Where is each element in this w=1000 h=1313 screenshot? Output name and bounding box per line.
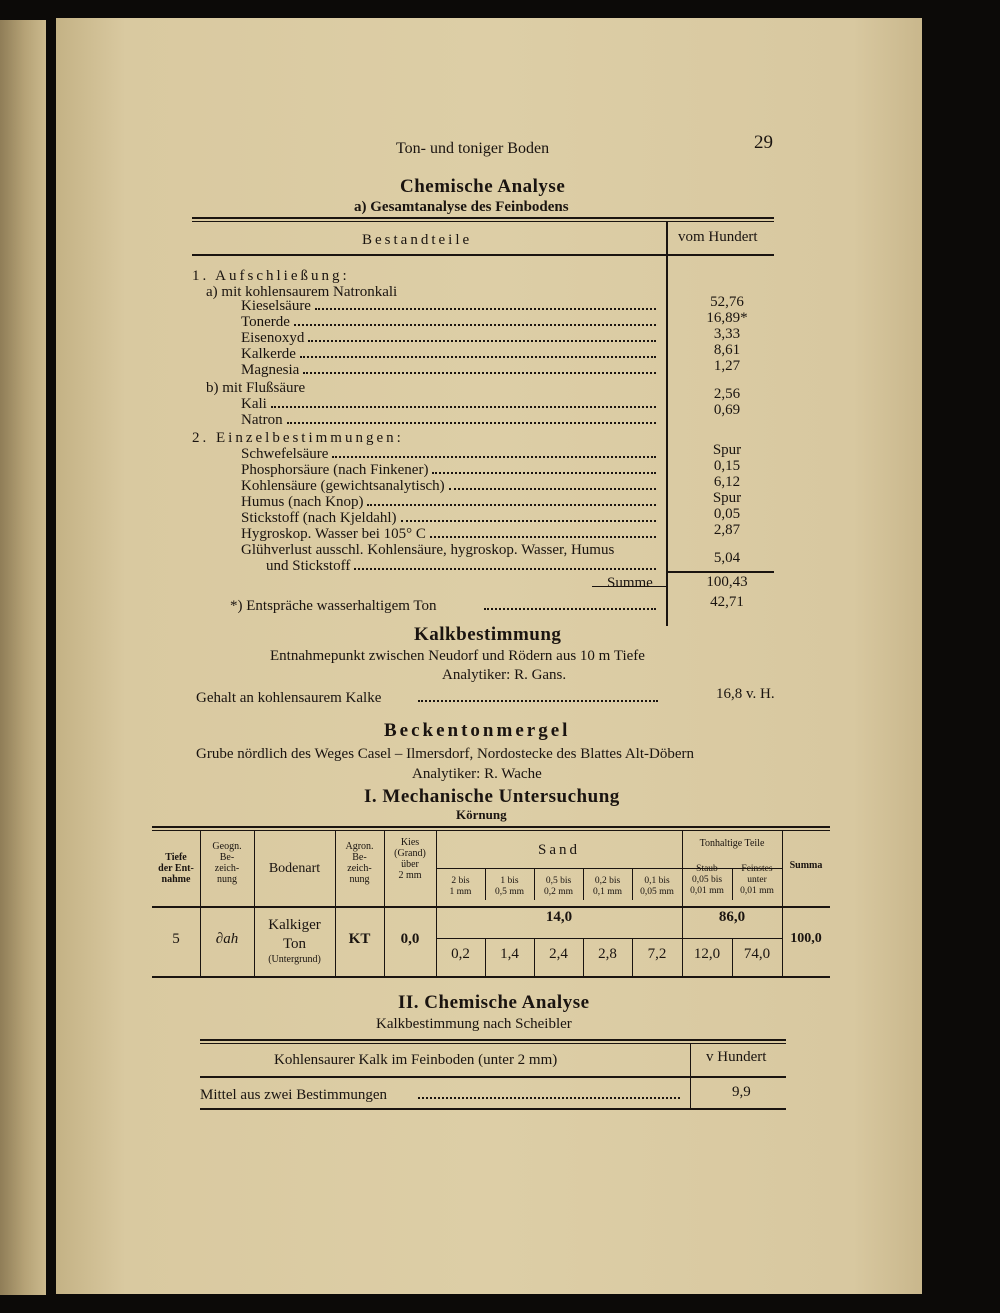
table-rule-top-thin [192, 221, 774, 222]
dot-leader [271, 406, 656, 408]
kalk-title: Kalkbestimmung [414, 624, 562, 645]
chem-title: Chemische Analyse [400, 176, 566, 197]
subsection-b: b) mit Flußsäure [206, 380, 306, 396]
row-bodenart [254, 916, 335, 966]
dot-leader [449, 488, 656, 490]
component-value: 16,89* [706, 310, 748, 326]
header-kies-line: über [401, 859, 419, 870]
ton-col-header [732, 864, 782, 897]
component-value: 5,04 [713, 550, 741, 566]
footnote-value: 42,71 [710, 594, 744, 610]
ton-col-line: Feinstes [741, 864, 773, 874]
dot-leader [367, 504, 656, 506]
row-ton-value: 12,0 [693, 946, 721, 962]
mech-rule-top [152, 826, 830, 828]
mech-rule-bottom [152, 976, 830, 978]
dot-leader [354, 568, 656, 570]
sand-col-header [485, 876, 534, 898]
row-sand-total: 14,0 [545, 909, 573, 925]
ton-col-line: Staub [696, 864, 718, 874]
component-label: Hygroskop. Wasser bei 105° C [241, 526, 426, 542]
chem2-subtitle: Kalkbestimmung nach Scheibler [376, 1016, 572, 1032]
chem2-divider [690, 1044, 691, 1108]
dot-leader [432, 472, 656, 474]
header-kies-line: Kies [400, 837, 420, 848]
chem2-rule-top [200, 1039, 786, 1041]
row-bodenart-line: (Untergrund) [268, 954, 321, 965]
dot-leader [287, 422, 656, 424]
row-sand-value: 7,2 [647, 946, 667, 962]
component-label: Kali [241, 396, 267, 412]
chem2-leader [418, 1095, 680, 1099]
chem2-row-value: 9,9 [732, 1084, 751, 1100]
becken-title: Beckentonmergel [384, 720, 571, 741]
component-label: Kohlensäure (gewichtsanalytisch) [241, 478, 445, 494]
sand-col-line: 0,2 bis [594, 876, 621, 886]
sand-col-header [583, 876, 632, 898]
component-value: 6,12 [713, 474, 741, 490]
sand-col-line: 0,1 mm [592, 887, 623, 897]
chem2-col-unit: v Hundert [706, 1049, 767, 1065]
ton-col-line: 0,01 mm [740, 886, 774, 896]
header-tiefe-line: nahme [161, 874, 191, 885]
sand-col-line: 1 bis [500, 876, 519, 886]
chem2-row-label: Mittel aus zwei Bestimmungen [200, 1087, 388, 1103]
chem2-rule-bottom [200, 1108, 786, 1110]
footnote-label: *) Entspräche wasserhaltigem Ton [230, 598, 437, 614]
header-agron [335, 841, 384, 885]
mech-subtitle: Körnung [456, 807, 507, 822]
mech-vline [782, 831, 783, 976]
subsection-a: a) mit kohlensaurem Natronkali [206, 284, 398, 300]
component-label: Kalkerde [241, 346, 296, 362]
row-tiefe: 5 [172, 931, 180, 947]
sand-col-line: 1 mm [449, 887, 472, 897]
header-agron-line: Agron. [345, 841, 374, 852]
facing-page-edge [0, 20, 46, 1295]
component-value: 3,33 [713, 326, 741, 342]
sum-rule-right [666, 571, 774, 573]
header-tiefe-line: Tiefe [165, 852, 187, 863]
header-tiefe [152, 852, 200, 885]
dot-leader [294, 324, 656, 326]
header-kies-line: (Grand) [394, 848, 426, 859]
sand-col-header [632, 876, 682, 898]
kalk-analyst: Analytiker: R. Gans. [442, 667, 567, 683]
book-page [56, 18, 922, 1294]
row-sand-value: 0,2 [451, 946, 470, 962]
chem2-rule-top-thin [200, 1043, 786, 1044]
running-title: Ton- und toniger Boden [396, 140, 550, 157]
dot-leader [300, 356, 656, 358]
dot-leader [430, 536, 656, 538]
header-summa: Summa [789, 860, 823, 871]
becken-analyst: Analytiker: R. Wache [412, 766, 542, 782]
component-value: 52,76 [710, 294, 744, 310]
component-label: Phosphorsäure (nach Finkener) [241, 462, 429, 478]
component-label: Natron [241, 412, 283, 428]
sum-label: Summe [607, 575, 653, 591]
header-agron-line: nung [349, 874, 370, 885]
component-value: 0,15 [713, 458, 741, 474]
component-label: Glühverlust ausschl. Kohlensäure, hygroskop. Wasser, Humus [241, 542, 615, 558]
component-value: 2,87 [713, 522, 741, 538]
chem-subtitle: a) Gesamtanalyse des Feinbodens [354, 199, 569, 215]
header-kies [384, 837, 436, 881]
component-value: Spur [712, 442, 742, 458]
header-geogn-line: Be- [219, 852, 235, 863]
dot-leader [303, 372, 656, 374]
kalk-content-label: Gehalt an kohlensaurem Kalke [196, 690, 382, 706]
sand-col-line: 0,5 mm [494, 887, 525, 897]
section-aufschliessung: 1. Aufschließung: [192, 268, 350, 284]
component-label: Kieselsäure [241, 298, 311, 314]
section-einzelbestimmungen: 2. Einzelbestimmungen: [192, 430, 404, 446]
header-sand: Sand [538, 842, 580, 858]
table-rule-top [192, 217, 774, 219]
kalk-leader [418, 698, 658, 702]
table-column-divider [666, 222, 668, 626]
ton-col-line: 0,01 mm [690, 886, 724, 896]
component-value: 0,69 [713, 402, 741, 418]
page-number: 29 [754, 132, 773, 153]
sand-col-line: 2 bis [451, 876, 470, 886]
header-tiefe-line: der Ent- [158, 863, 194, 874]
component-value: 2,56 [713, 386, 741, 402]
row-ton-total: 86,0 [718, 909, 746, 925]
header-tonhaltig: Tonhaltige Teile [699, 838, 765, 849]
chem2-rule-mid [200, 1076, 786, 1078]
component-label: Humus (nach Knop) [241, 494, 364, 510]
row-summa: 100,0 [790, 931, 822, 946]
mech-rule-subtotal [436, 938, 782, 939]
ton-col-line: 0,05 bis [691, 875, 723, 885]
row-sand-value: 1,4 [500, 946, 519, 962]
header-bodenart: Bodenart [268, 861, 321, 876]
component-label: Eisenoxyd [241, 330, 305, 346]
header-agron-line: zeich- [347, 863, 372, 874]
component-label: Schwefelsäure [241, 446, 329, 462]
component-value: 0,05 [713, 506, 741, 522]
row-bodenart-line: Ton [282, 936, 307, 952]
header-geogn-line: zeich- [214, 863, 240, 874]
header-geogn-line: nung [217, 874, 237, 885]
sand-col-line: 0,5 bis [545, 876, 572, 886]
kalk-location: Entnahmepunkt zwischen Neudorf und Rödern aus 10 m Tiefe [270, 648, 645, 664]
sand-col-header [534, 876, 583, 898]
dot-leader [401, 520, 656, 522]
sand-col-line: 0,05 mm [640, 887, 674, 897]
component-value: Spur [712, 490, 742, 506]
row-ton-value: 74,0 [743, 946, 771, 962]
mech-title: I. Mechanische Untersuchung [364, 786, 620, 807]
header-geogn [200, 841, 254, 885]
header-geogn-line: Geogn. [212, 841, 242, 852]
dot-leader [315, 308, 656, 310]
sand-col-header [436, 876, 485, 898]
row-sand-value: 2,8 [598, 946, 617, 962]
component-value: 1,27 [713, 358, 741, 374]
component-label: Tonerde [241, 314, 290, 330]
row-bodenart-line: Kalkiger [268, 917, 321, 933]
dot-leader [332, 456, 656, 458]
ton-col-line: unter [747, 875, 767, 885]
table-header-rule [192, 254, 774, 256]
row-sand-value: 2,4 [549, 946, 568, 962]
row-kies: 0,0 [400, 931, 420, 947]
ton-col-header [682, 864, 732, 897]
dot-leader [308, 340, 656, 342]
chem2-title: II. Chemische Analyse [398, 992, 590, 1013]
col-components: Bestandteile [362, 232, 473, 248]
sand-col-line: 0,2 mm [543, 887, 574, 897]
row-agron: KT [348, 931, 371, 947]
component-value: 8,61 [713, 342, 741, 358]
sum-value: 100,43 [706, 574, 748, 590]
footnote-leader [484, 606, 656, 610]
header-agron-line: Be- [352, 852, 367, 863]
col-percent: vom Hundert [678, 229, 758, 245]
header-kies-line: 2 mm [398, 870, 422, 881]
component-label: Stickstoff (nach Kjeldahl) [241, 510, 397, 526]
row-geogn: ∂ah [215, 931, 239, 947]
component-label: Magnesia [241, 362, 300, 378]
sand-col-line: 0,1 bis [644, 876, 670, 886]
component-label: und Stickstoff [266, 558, 351, 574]
kalk-content-value: 16,8 v. H. [716, 686, 775, 702]
becken-location: Grube nördlich des Weges Casel – Ilmersdorf, Nordostecke des Blattes Alt-Döbern [196, 746, 694, 762]
chem2-col-label: Kohlensaurer Kalk im Feinboden (unter 2 mm) [274, 1052, 558, 1068]
